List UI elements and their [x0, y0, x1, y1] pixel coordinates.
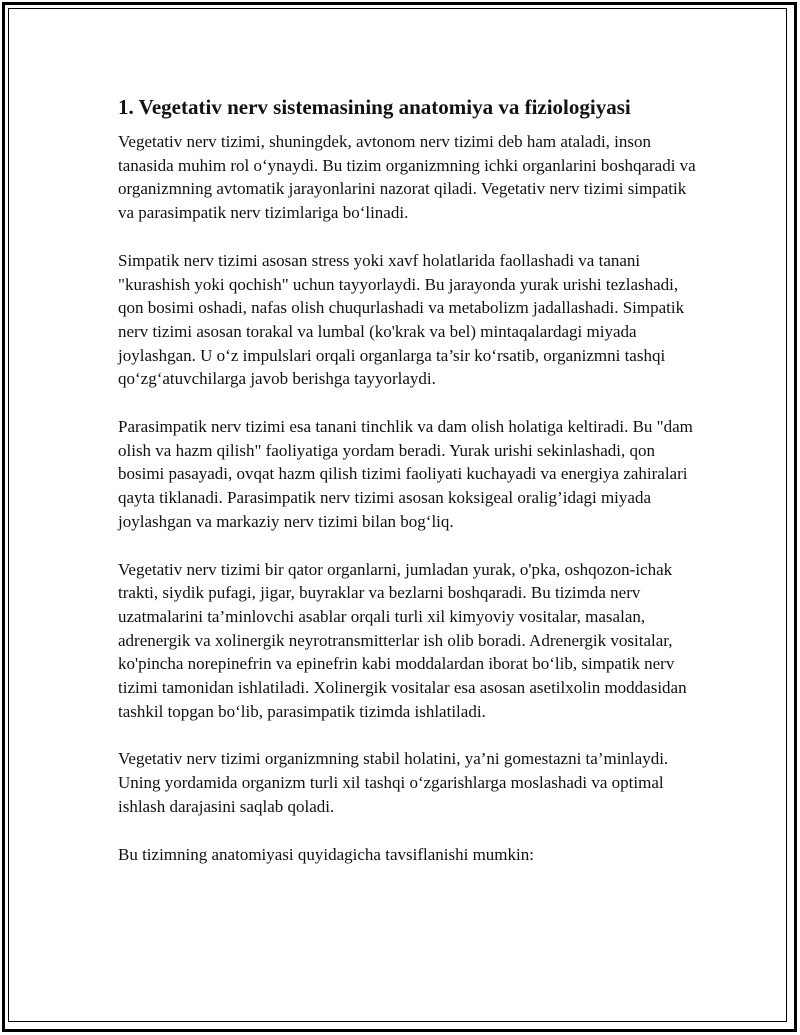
section-heading: 1. Vegetativ nerv sistemasining anatomiya va fiziologiyasi — [118, 95, 631, 119]
paragraph-organs: Vegetativ nerv tizimi bir qator organlarni, jumladan yurak, o'pka, oshqozon-ichak trakti, siydik pufagi, jigar, buyraklar va bezlarni boshqaradi. Bu tizimda nerv uzatmalarini ta’minlovchi asablar orqali turli xil kimyoviy vositalar, masalan, adrenergik va xolinergik neyrotransmitterlar ish olib boradi. Adrenergik vositalar, ko'pincha norepinefrin va epinefrin kabi moddalardan iborat bo‘lib, simpatik nerv tizimi tamonidan ishlatiladi. Xolinergik vositalar esa asosan asetilxolin moddasidan tashkil topgan bo‘lib, parasimpatik tizimda ishlatiladi. — [118, 559, 687, 721]
document-body — [118, 94, 698, 890]
paragraph-anatomy-lead: Bu tizimning anatomiyasi quyidagicha tavsiflanishi mumkin: — [118, 844, 534, 864]
paragraph-parasympathetic: Parasimpatik nerv tizimi esa tanani tinchlik va dam olish holatiga keltiradi. Bu "dam olish va hazm qilish" faoliyatiga yordam beradi. Yurak urishi sekinlashadi, qon bosimi pasayadi, ovqat hazm qilish tizimi faoliyati kuchayadi va energiya zahiralari qayta tiklanadi. Parasimpatik nerv tizimi asosan koksigeal oralig’idagi miyada joylashgan va markaziy nerv tizimi bilan bog‘liq. — [118, 417, 693, 531]
paragraph-intro: Vegetativ nerv tizimi, shuningdek, avtonom nerv tizimi deb ham ataladi, inson tanasida muhim rol o‘ynaydi. Bu tizim organizmning ichki organlarini boshqaradi va organizmning avtomatik jarayonlarini nazorat qiladi. Vegetativ nerv tizimi simpatik va parasimpatik nerv tizimlariga bo‘linadi. — [118, 132, 696, 223]
paragraph-homeostasis: Vegetativ nerv tizimi organizmning stabil holatini, ya’ni gomestazni ta’minlaydi. Uning yordamida organizm turli xil tashqi o‘zgarishlarga moslashadi va optimal ishlash darajasini saqlab qoladi. — [118, 749, 669, 816]
paragraph-sympathetic: Simpatik nerv tizimi asosan stress yoki xavf holatlarida faollashadi va tanani "kurashish yoki qochish" uchun tayyorlaydi. Bu jarayonda yurak urishi tezlashadi, qon bosimi oshadi, nafas olish chuqurlashadi va metabolizm jadallashadi. Simpatik nerv tizimi asosan torakal va lumbal (ko'krak va bel) mintaqalardagi miyada joylashgan. U o‘z impulslari orqali organlarga ta’sir ko‘rsatib, organizmni tashqi qo‘zg‘atuvchilarga javob berishga tayyorlaydi. — [118, 250, 685, 389]
